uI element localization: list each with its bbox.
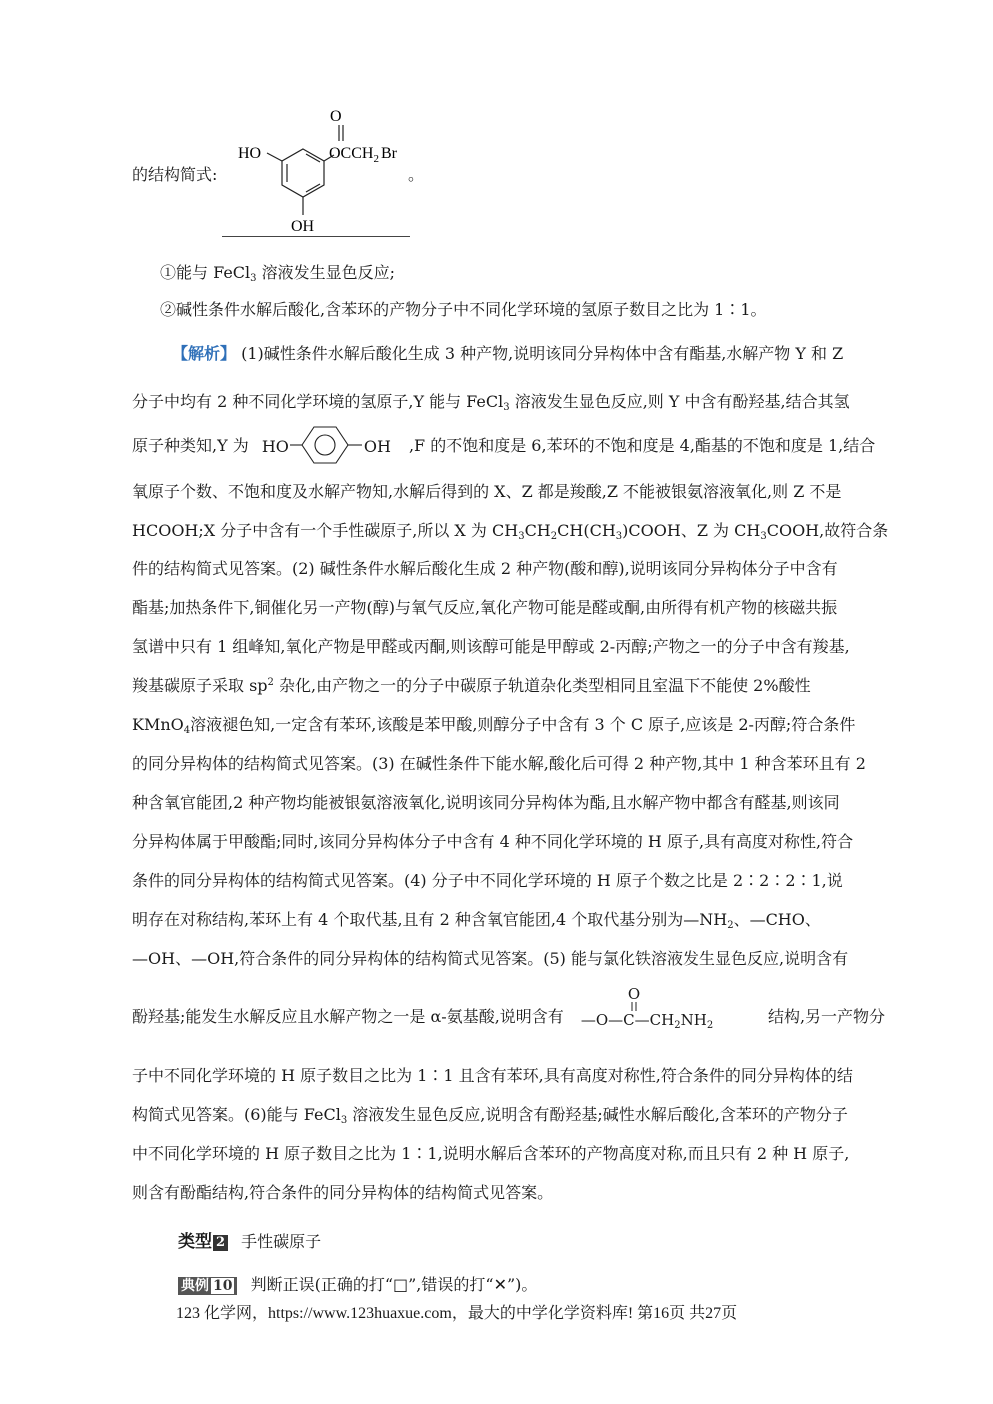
analysis-line-15: 明存在对称结构,苯环上有 4 个取代基,且有 2 种含氧官能团,4 个取代基分别为$—NH_2$、—CHO、	[132, 910, 821, 931]
analysis-line-9: 羧基碳原子采取 $sp^2$ 杂化,由产物之一的分子中碳原子轨道杂化类型相同且室温下不能使 2%酸性	[132, 676, 811, 695]
analysis-line-20: 中不同化学环境的 H 原子数目之比为 1∶1,说明水解后含苯环的产物高度对称,而且只有 2 种 H 原子,	[132, 1144, 850, 1163]
example-line	[178, 1272, 537, 1295]
structural-formula-image	[225, 105, 415, 240]
example-badge: 典例 10	[178, 1277, 237, 1295]
analysis-line-12: 种含氧官能团,2 种产物均能被银氨溶液氧化,说明该同分异构体为酯,且水解产物中都含有醛基,则该同	[132, 793, 840, 812]
analysis-line-10: KMnO$_4$溶液褪色知,一定含有苯环,该酸是苯甲酸,则醇分子中含有 3 个 C 原子,应该是 2-丙醇;符合条件	[132, 715, 856, 736]
analysis-line-19: 构简式见答案。(6)能与 FeCl$_3$ 溶液发生显色反应,说明含有酚羟基;碱性水解后酸化,含苯环的产物分子	[132, 1105, 848, 1126]
analysis-line-21: 则含有酚酯结构,符合条件的同分异构体的结构简式见答案。	[132, 1183, 554, 1202]
oh-bottom-label: OH	[291, 218, 315, 235]
type-heading	[178, 1227, 321, 1252]
type-title: 手性碳原子	[241, 1232, 322, 1251]
analysis-line-3: 原子种类知,Y 为 HO OH ,F 的不饱和度是 6,苯环的不饱和度是 4,酯基的不饱和度是 1,结合	[132, 436, 902, 457]
type-badge: 类型 2	[178, 1227, 228, 1252]
analysis-line-14: 条件的同分异构体的结构简式见答案。(4) 分子中不同化学环境的 H 原子个数之比是 2∶2∶2∶1,说	[132, 871, 843, 890]
analysis-line-8: 氢谱中只有 1 组峰知,氧化产物是甲醛或丙酮,则该醇可能是甲醇或 2-丙醇;产物之一的分子中含有羧基,	[132, 637, 850, 656]
ho-label: HO	[238, 145, 262, 162]
analysis-line-2: 分子中均有 2 种不同化学环境的氢原子,Y 能与 FeCl$_3$ 溶液发生显色反应,则 Y 中含有酚羟基,结合其氢	[132, 392, 850, 413]
hydroquinone-structure: HO OH	[254, 437, 404, 457]
analysis-line-5: HCOOH;X 分子中含有一个手性碳原子,所以 X 为 $CH_3CH_2CH(CH_3)COOH$、Z 为 $CH_3COOH$,故符合条	[132, 521, 889, 542]
analysis-line-7: 酯基;加热条件下,铜催化另一产物(醇)与氧气反应,氧化产物可能是醛或酮,由所得有机产物的核磁共振	[132, 598, 838, 617]
structure-suffix: 。	[408, 165, 425, 184]
analysis-line-6: 件的结构简式见答案。(2) 碱性条件水解后酸化生成 2 种产物(酸和醇),说明该同分异构体分子中含有	[132, 559, 838, 578]
analysis-line-1: 【解析】 (1)碱性条件水解后酸化生成 3 种产物,说明该同分异构体中含有酯基,水解产物 Y 和 Z	[172, 344, 844, 363]
carbonyl-oxygen-label: O	[330, 108, 342, 125]
example-text: 判断正误(正确的打“□”,错误的打“✕”)。	[250, 1275, 538, 1294]
structure-prefix: 的结构简式:	[132, 165, 218, 184]
structure-underline	[222, 236, 410, 237]
analysis-line-18: 子中不同化学环境的 H 原子数目之比为 1∶1 且含有苯环,具有高度对称性,符合条件的同分异构体的结	[132, 1066, 853, 1085]
page-footer: 123 化学网，https://www.123huaxue.com，最大的中学化学资料库! 第16页 共27页	[176, 1305, 738, 1322]
analysis-line-11: 的同分异构体的结构简式见答案。(3) 在碱性条件下能水解,酸化后可得 2 种产物,其中 1 种含苯环且有 2	[132, 754, 866, 773]
analysis-line-17: 酚羟基;能发生水解反应且水解产物之一是 α-氨基酸,说明含有 O $—O—C—CH_2NH_2$ 结构,另一产物分	[132, 984, 886, 1031]
analysis-line-4: 氧原子个数、不饱和度及水解产物知,水解后得到的 X、Z 都是羧酸,Z 不能被银氨溶液氧化,则 Z 不是	[132, 482, 842, 501]
condition-1: ①能与 FeCl$_3$ 溶液发生显色反应;	[160, 263, 396, 284]
ester-label: $OCCH_2$ Br	[329, 145, 397, 165]
analysis-tag: 【解析】	[172, 344, 237, 363]
glycine-ester-fragment: O $—O—C—CH_2NH_2$	[580, 984, 714, 1031]
condition-2: ②碱性条件水解后酸化,含苯环的产物分子中不同化学环境的氢原子数目之比为 1∶1。	[160, 300, 767, 319]
analysis-line-16: —OH、—OH,符合条件的同分异构体的结构简式见答案。(5) 能与氯化铁溶液发生显色反应,说明含有	[132, 949, 849, 968]
analysis-line-13: 分异构体属于甲酸酯;同时,该同分异构体分子中含有 4 种不同化学环境的 H 原子,具有高度对称性,符合	[132, 832, 854, 851]
